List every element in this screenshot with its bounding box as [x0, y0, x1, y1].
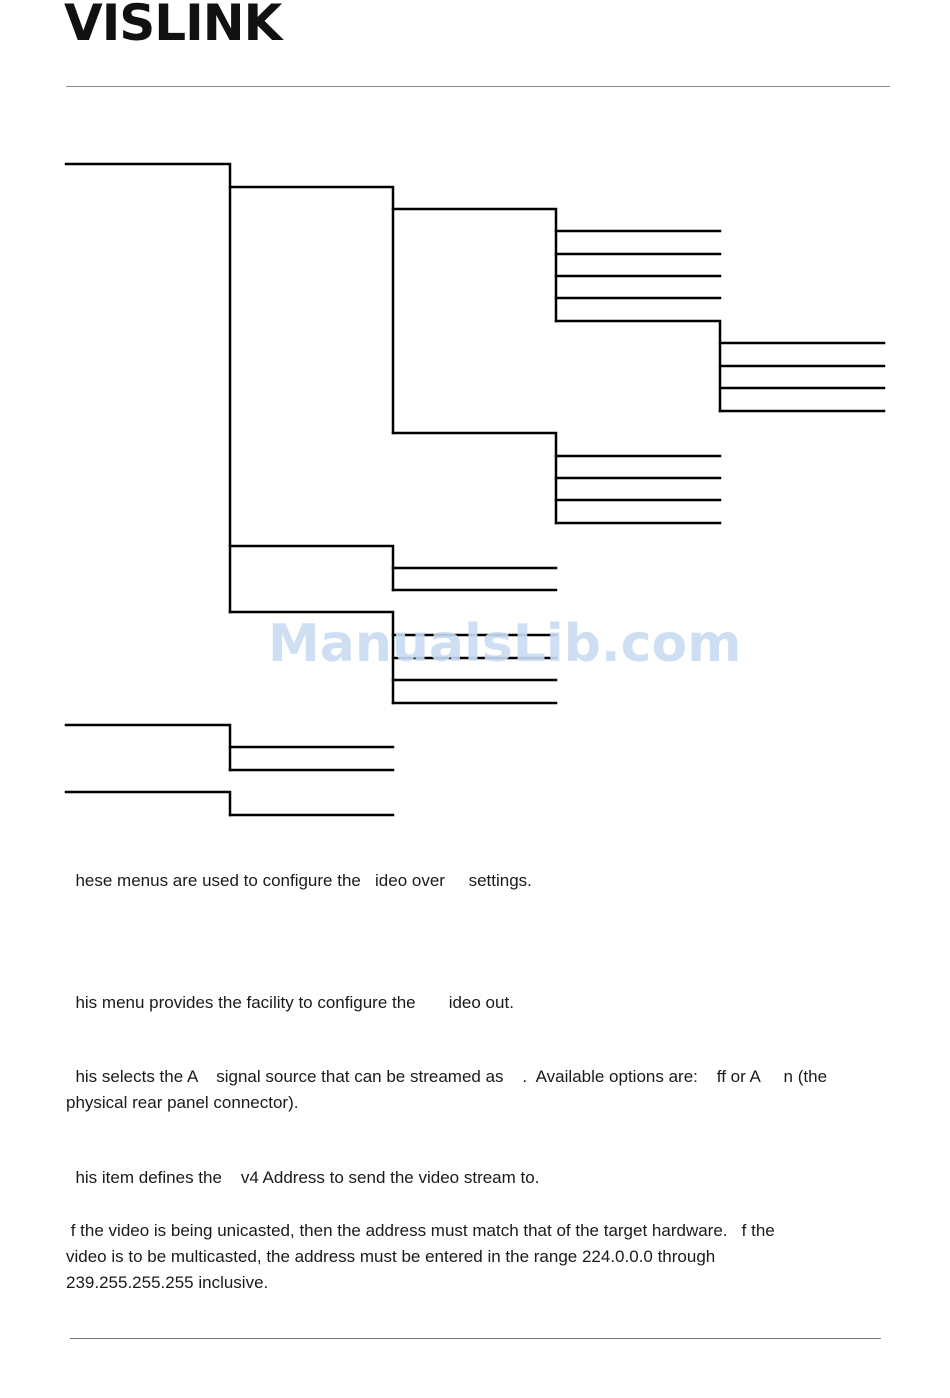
paragraph-ipv4-address: his item defines the v4 Address to send the video stream to.	[66, 1168, 540, 1187]
tree-branch-l3-a5	[556, 321, 720, 411]
tree-branch-l2-b	[393, 433, 556, 523]
tree-branch-root-1	[66, 164, 230, 612]
manualslib-watermark: ManualsLib.com	[268, 614, 742, 674]
footer-divider	[70, 1338, 881, 1339]
paragraph-menus-intro: hese menus are used to configure the ideo over settings.	[66, 871, 532, 890]
paragraph-unicast-multicast: f the video is being unicasted, then the address must match that of the target hardware. f the video is to be multicasted, the address must be entered in the range 224.0.0.0 through 239.255.255.255 inclusive.	[66, 1221, 775, 1292]
tree-branch-root-2	[66, 725, 230, 770]
tree-branch-root-3	[66, 792, 230, 815]
tree-branch-l1-b	[230, 546, 393, 590]
paragraph-video-out-menu: his menu provides the facility to configure the ideo out.	[66, 993, 514, 1012]
tree-branch-l2-a	[393, 209, 556, 321]
tree-branch-l1-a	[230, 187, 393, 433]
vislink-logo: VISLINK	[64, 0, 282, 52]
paragraph-signal-source: his selects the A signal source that can be streamed as . Available options are: ff or A n (the physical rear panel connector).	[66, 1067, 828, 1112]
